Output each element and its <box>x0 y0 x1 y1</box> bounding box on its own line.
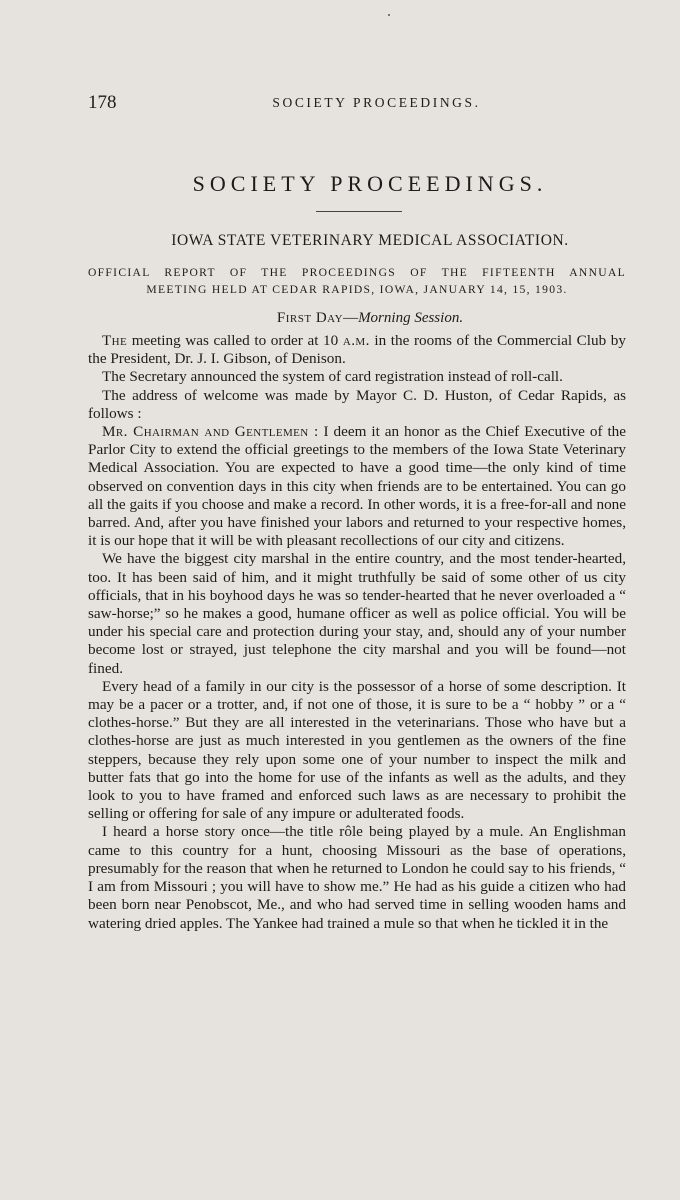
speck <box>388 14 390 16</box>
report-heading-line-2: MEETING HELD AT CEDAR RAPIDS, IOWA, JANUARY 14, 15, 1903. <box>146 283 568 296</box>
time-abbrev: a.m. <box>342 332 370 349</box>
paragraph-address-opening <box>88 423 626 550</box>
title-divider <box>316 211 402 212</box>
running-title: SOCIETY PROCEEDINGS. <box>272 95 481 110</box>
paragraph-horse-story: I heard a horse story once—the title rôle being played by a mule. An Englishman came to this country for a hunt, choosing Missouri as the base of operations, presumably for the reason that when he returned to London he could say to his friends, “ I am from Missouri ; you will have to show me.” He had as his guide a citizen who had been born near Penobscot, Me., and who had served time in selling wooden hams and watering dried apples. The Yankee had trained a mule so that when he tickled it in the <box>88 823 626 932</box>
paragraph-welcome-intro: The address of welcome was made by Mayor C. D. Huston, of Cedar Rapids, as follows : <box>88 386 626 422</box>
session-dash: — <box>343 310 359 326</box>
running-head <box>88 92 625 114</box>
paragraph-horses: Every head of a family in our city is the possessor of a horse of some description. It may be a pacer or a trotter, and, if not one of those, it is sure to be a “ hobby ” or a “ clothes-horse.” But they are all interested in the veterinarians. Those who have but a clothes-horse are just as much interested in you gentlemen as the owners of the fine steppers, because they rely upon some one of your number to inspect the milk and butter fats that go into the home for use of the infants as well as the adults, and they look to you to have framed and enforced such laws as are necessary to prohibit the selling or offering for sale of any impure or adulterated foods. <box>88 677 626 823</box>
paragraph-registration: The Secretary announced the system of card registration instead of roll-call. <box>102 368 563 386</box>
paragraph-city-marshal: We have the biggest city marshal in the entire country, and the most tender-hearted, too. It has been said of him, and it might truthfully be said of some other of us city officials, that in his boyhood days he was so tender-hearted that he never overloaded a “ saw-horse;” so he makes a good, humane officer as well as police official. You will be under his special care and protection during your stay, and, should any of your number become lost or strayed, just telephone the city marshal and you will be found—not fined. <box>88 550 626 677</box>
body-text <box>88 332 626 933</box>
salutation: Mr. Chairman and Gentlemen : <box>102 423 319 441</box>
organization-title: IOWA STATE VETERINARY MEDICAL ASSOCIATION. <box>171 232 569 249</box>
report-heading <box>88 264 626 298</box>
session-name: Morning Session. <box>358 310 464 326</box>
paragraph-text: I deem it an honor as the Chief Executive of the Parlor City to extend the official greetings to the members of the Iowa State Veterinary Medical Association. You are expected to have a good time—the only kind of time observed on convention days in this city when friends are to be entertained. You can go all the gaits if you choose and make a record. In other words, it is a free-for-all and none barred. And, after you have finished your labors and returned to your respective homes, it is our hope that it will be with pleasant recollections of our city and citizens. <box>88 423 627 550</box>
page-title: SOCIETY PROCEEDINGS. <box>192 171 548 196</box>
session-heading <box>0 310 680 327</box>
session-day: First Day <box>276 310 344 326</box>
paragraph-text: in the rooms of the Commercial Club by the President, Dr. J. I. Gibson, of Denison. <box>88 332 626 368</box>
report-heading-line-1: OFFICIAL REPORT OF THE PROCEEDINGS OF THE FIFTEENTH ANNUAL <box>88 266 626 279</box>
paragraph-text: meeting was called to order at 10 <box>127 332 343 349</box>
page-number: 178 <box>88 92 117 113</box>
lead-word: The <box>102 332 128 349</box>
paragraph-call-to-order <box>88 332 626 368</box>
